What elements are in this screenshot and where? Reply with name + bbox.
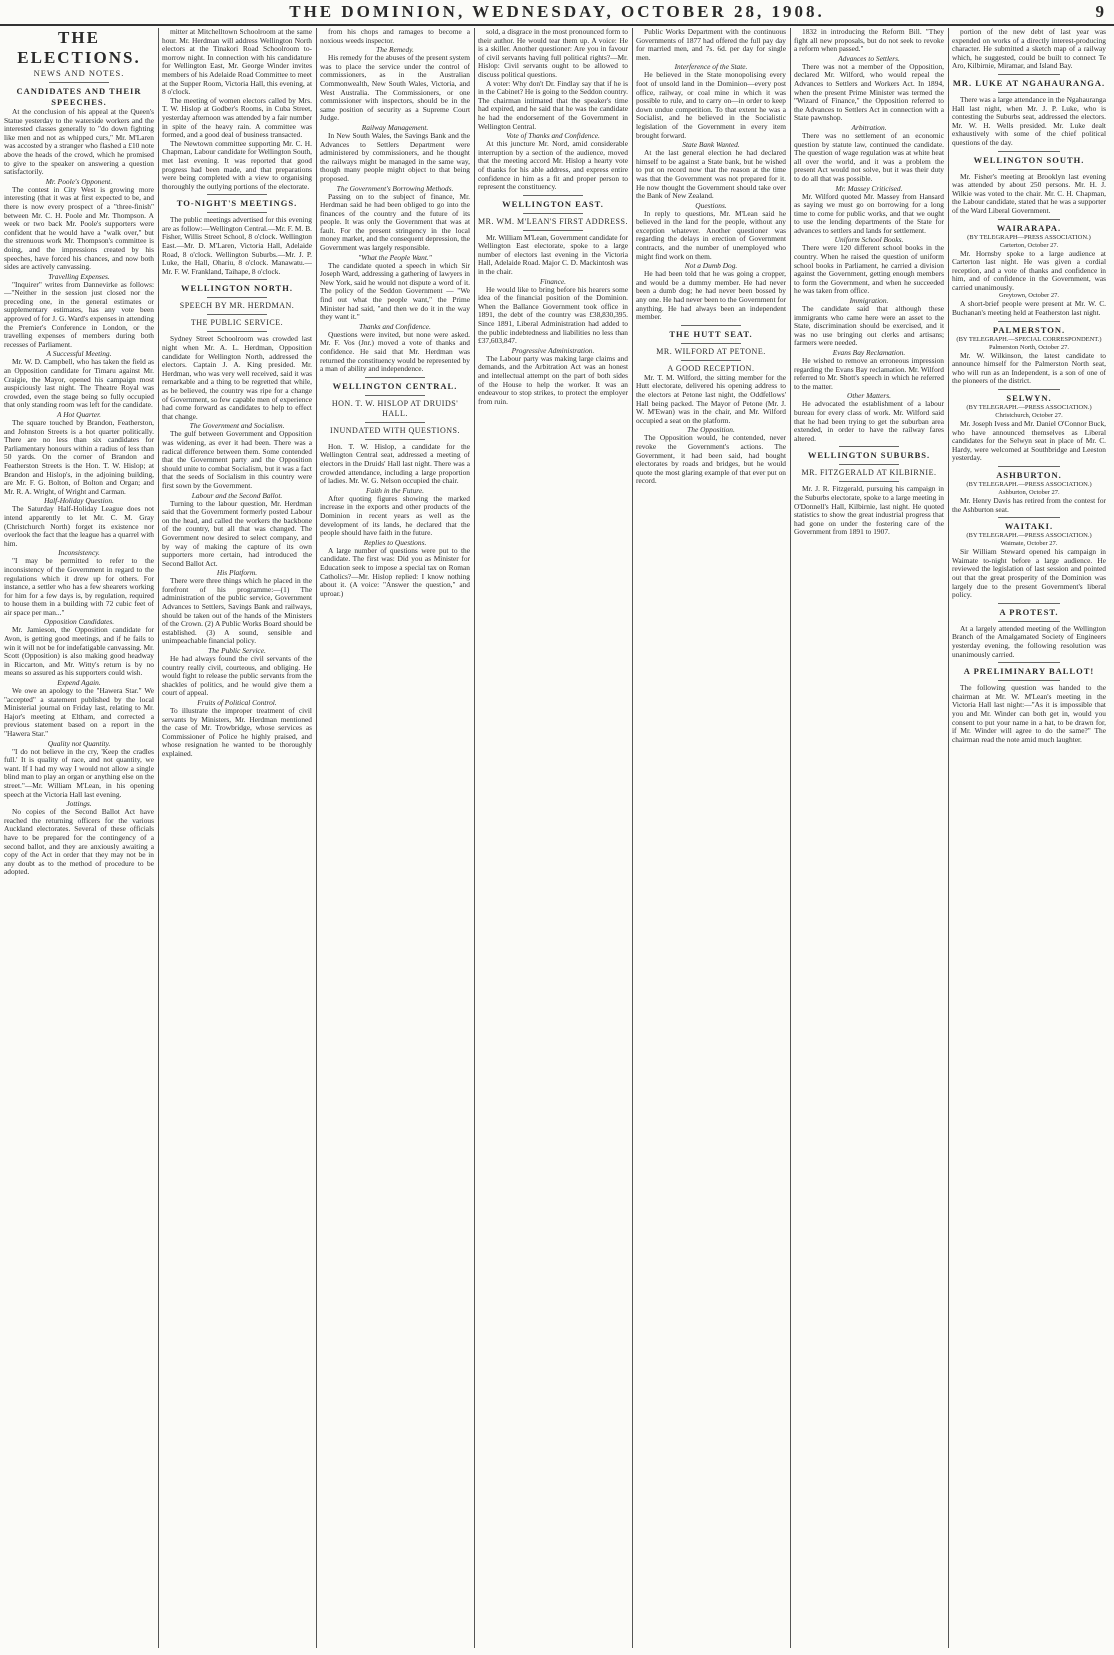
section-heading: A PROTEST. <box>999 606 1059 617</box>
paragraph: mitter at Mitchelltown Schoolroom at the same hour. Mr. Herdman will address Wellington North electors at the Tinakori Road Schoolroom to-morrow night. In connection with his candidature for Wellington East, Mr. George Winder invites members of his Adelaide Road Committee to meet at the Supper Room, Victoria Hall, this evening, at 8 o'clock. <box>162 28 312 97</box>
paragraph: The Opposition would, he contended, never revoke the Government's actions. The Government, it had been said, had bought electorates by roads and bridges, but he would quote the most glaring example of that ever put on record. <box>636 433 786 486</box>
paragraph: After quoting figures showing the marked increase in the exports and other products of the Dominion in recent years as well as the development of its lands, he declared that the people should have faith in the future. <box>320 493 470 538</box>
dateline: Waimate, October 27. <box>1000 540 1058 548</box>
subheading: A Hot Quarter. <box>56 410 101 419</box>
paragraph: A large number of questions were put to the candidate. The first was: Did you as Minister for Education seek to impose a special tax on Roman Catholics?—Mr. Hislop replied: I know nothing about it. (A voice: "Answer the question," and uproar.) <box>320 545 470 598</box>
dateline: (BY TELEGRAPH.—SPECIAL CORRESPONDENT.) <box>956 335 1102 343</box>
section-subheading: THE PUBLIC SERVICE. <box>190 318 284 328</box>
subheading: Other Matters. <box>847 391 891 401</box>
section-heading: WELLINGTON SUBURBS. <box>807 450 931 461</box>
dateline: Palmerston North, October 27. <box>989 343 1069 351</box>
dateline: (BY TELEGRAPH.—PRESS ASSOCIATION.) <box>966 404 1092 412</box>
paragraph: A voter: Why don't Dr. Findlay say that if he is in the Cabinet? He is going to the Seddon country. The chairman intimated that the speaker's time had expired, and he said that he was the candidate he had the endorsement of the Government in Wellington Central. <box>478 78 628 131</box>
paragraph: His remedy for the abuses of the present system was to place the service under the control of commissioners, as in the Australian Commonwealth, New South Wales, Victoria, and West Australia. The Commissioners, or one commissioner with inspectors, should be in the same position of security as a Supreme Court Judge. <box>320 53 470 123</box>
paragraph: He had always found the civil servants of the country really civil, courteous, and obliging. He would fight to release the public servants from the shackles of politics, and he would give them a court of appeal. <box>162 654 312 698</box>
subheading: His Platform. <box>216 568 258 578</box>
paragraph: Mr. Hornsby spoke to a large audience at Carterton last night. He was given a cordial reception, and a vote of thanks and confidence in him, and of confidence in the Government, was carried unanimously. <box>952 248 1106 292</box>
paragraph: Mr. W. Wilkinson, the latest candidate to announce himself for the Palmerston North seat, who will run as an Independent, is a son of one of the pioneers of the district. <box>952 350 1106 386</box>
paragraph: from his chops and ramages to become a noxious weeds inspector. <box>320 28 470 45</box>
section-heading: CANDIDATES AND THEIR SPEECHES. <box>16 86 142 107</box>
subheading: Fruits of Political Control. <box>197 698 277 707</box>
paragraph: The candidate said that although these immigrants who came here were an asset to the State, discrimination should be exercised, and it was no use bringing out clerks and artisans; farmers were needed. <box>794 304 944 348</box>
paragraph: There was a large attendance in the Ngahauranga Hall last night, when Mr. J. P. Luke, who is contesting the Suburbs seat, addressed the electors. Mr. W. H. Wells presided. Mr. Luke dealt exhaustively with some of the chief political questions of the day. <box>952 94 1106 147</box>
section-heading: TO-NIGHT'S MEETINGS. <box>176 198 298 209</box>
paragraph: The Newtown committee supporting Mr. C. H. Chapman, Labour candidate for Wellington South, met last evening. It was reported that good progress had been made, and that preparations were being completed with a view to organising thoroughly the outlying portions of the electorate. <box>162 138 312 191</box>
paragraph: Mr. T. M. Wilford, the sitting member for the Hutt electorate, delivered his opening address to the electors at Petone last night, the Oddfellows' Hall being packed. The Mayor of Petone (Mr. J. W. M'Ewan) was in the chair, and Mr. Wilford occupied a seat on the platform. <box>636 372 786 425</box>
paragraph: Mr. W. D. Campbell, who has taken the field as an Opposition candidate for Timaru against Mr. Craigie, the Mayor, opened his campaign most auspiciously last night. The Theatre Royal was crowded, even the stage being so fully occupied that only standing room was left for the candidate. <box>4 357 154 410</box>
paragraph: 1832 in introducing the Reform Bill. "They fight all new proposals, but do not seek to revoke a reform when passed." <box>794 28 944 54</box>
paragraph: He advocated the establishment of a labour bureau for every class of work. Mr. Wilford said that he had been trying to get the suburban area extended, in order to have the railway fares altered. <box>794 399 944 443</box>
subheading: The Government's Borrowing Methods. <box>336 183 454 193</box>
subheading: Progressive Administration. <box>511 345 595 355</box>
subheading: Vote of Thanks and Confidence. <box>506 131 600 141</box>
subheading: Opposition Candidates. <box>43 617 115 627</box>
paragraph: In reply to questions, Mr. M'Lean said he believed in the land for the people, without any exception whatever. Another questioner was regarding the delays in erection of Government contracts, and the number of unemployed who might find work on them. <box>636 208 786 261</box>
dateline: Carterton, October 27. <box>999 241 1059 249</box>
section-subheading: INUNDATED WITH QUESTIONS. <box>330 425 460 435</box>
paragraph: The contest in City West is growing more interesting (that it was at first expected to be, and there is now every prospect of a "three-finish" between Mr. C. H. Poole and Mr. Thompson. A week or two back Mr. Poole's supporters were confident that he would have a "walk over," but the strenuous work Mr. Thompson's committee is doing, and the impressions created by his speeches, have forced his chances, and now both sides are actively canvassing. <box>4 184 154 272</box>
subheading: Quality not Quantity. <box>47 738 111 748</box>
column-4 <box>478 28 628 1652</box>
subheading: Half-Holiday Question. <box>44 496 114 506</box>
section-heading: WAIRARAPA. <box>996 222 1062 233</box>
subheading: Advances to Settlers. <box>838 53 900 63</box>
paragraph: The candidate quoted a speech in which Sir Joseph Ward, addressing a gathering of lawyers in New York, said he would not dispute a word of it. The policy of the Seddon Government — "We find out what the people want," the Prime Minister had said, "and then we do it in the way they want it." <box>320 260 470 322</box>
paragraph: "Inquirer" writes from Dannevirke as follows:—"Neither in the session just closed nor the preceding one, in the general estimates or supplementary estimates, has any vote been approved of for J. G. Ward's expenses in attending the Premier's Conference in London, or the travelling expenses of members during both recesses of Parliament. <box>4 279 154 349</box>
section-subheading: SPEECH BY MR. HERDMAN. <box>179 301 295 311</box>
section-subheading: MR. WILFORD AT PETONE. <box>656 346 766 356</box>
page-number: 9 <box>1095 2 1104 21</box>
paragraph: Mr. Jamieson, the Opposition candidate for Avon, is getting good meetings, and if he fails to win it will not be for indefatigable canvassing. Mr. Scott (Opposition) is also making good headway in Riccarton, and Mr. Witty's return is by no means so assured as his supporters could wish. <box>4 625 154 678</box>
section-heading: THE HUTT SEAT. <box>669 328 753 339</box>
dateline: Christchurch, October 27. <box>995 412 1063 420</box>
dateline: Ashburton, October 27. <box>998 489 1060 496</box>
subheading: The Opposition. <box>687 425 735 435</box>
subheading: Mr. Poole's Opponent. <box>45 176 113 186</box>
dateline: (BY TELEGRAPH—PRESS ASSOCIATION.) <box>967 233 1091 241</box>
paragraph: At the last general election he had declared himself to be against a State bank, but he wished to put on record now that the reason at the time was that the Government was not prepared for it. He now thought the Government should take over the Bank of New Zealand. <box>636 148 786 201</box>
subheadline: NEWS AND NOTES. <box>33 68 125 78</box>
paragraph: Mr. Fisher's meeting at Brooklyn last evening was attended by about 250 persons. Mr. H. J. Wilkie was voted to the chair. Mr. C. H. Chapman, the Labour candidate, stated that he was a supporter of the Ward Liberal Government. <box>952 171 1106 215</box>
paragraph: He believed in the State monopolising every foot of unsold land in the Dominion—every post office, railway, or coal mine in which it was possible to rule, and to carry on—in order to keep down undue competition. To that extent he was a Socialist, and he believed in the Socialistic legislation of the Government in every item brought forward. <box>636 70 786 140</box>
paragraph: The square touched by Brandon, Featherston, and Johnston Streets is a hot quarter politically. There are no less than six candidates for Parliamentary honours within a radius of less than 50 yards. On the corner of Brandon and Featherston Streets is the Hon. T. W. Hislop; at Brandon and Hislop's, in the adjoining building, are Mr. F. G. Bolton, of Bolton and Organ; and Mr. R. A. Wright, of Wright and Carman. <box>4 418 154 496</box>
paragraph: The public meetings advertised for this evening are as follow:—Wellington Central.—Mr. F. M. B. Fisher, Willis Street School, 8 o'clock. Wellington East.—Mr. D. M'Laren, Victoria Hall, Adelaide Road, 8 o'clock. Wellington Suburbs.—Mr. J. P. Luke, the Hall, Ohariu, 8 o'clock. Manawatu.—Mr. F. W. Frankland, Taihape, 8 o'clock. <box>162 215 312 276</box>
subheading: The Public Service. <box>208 646 266 656</box>
paragraph: A short-brief people were present at Mr. W. C. Buchanan's meeting held at Featherston last night. <box>952 299 1106 318</box>
dateline: (BY TELEGRAPH.—PRESS ASSOCIATION.) <box>966 481 1092 488</box>
column-7 <box>952 28 1106 1652</box>
section-subheading: HON. T. W. HISLOP AT DRUIDS' HALL. <box>331 398 459 418</box>
paragraph: The Labour party was making large claims and demands, and the Arbitration Act was an honest and intellectual attempt on the part of both sides of the House to help the worker. It was an endeavour to stop strikes, to protect the employer from ruin. <box>478 353 628 406</box>
paragraph: There was no settlement of an economic question by statute law, continued the candidate. The question of wage regulation was at white heat all over the world, and it was a problem the present Act would not solve, but it was their duty to do all that was possible. <box>794 130 944 183</box>
dateline: (BY TELEGRAPH.—PRESS ASSOCIATION.) <box>966 532 1092 540</box>
paragraph: Mr. Wilford quoted Mr. Massey from Hansard as saying we must go on borrowing for a long time to come for public works, and that we ought to use the lending departments of the State for advances to settlers and lands for settlement. <box>794 191 944 235</box>
subheading: "What the People Want." <box>358 252 432 262</box>
headline: THE ELECTIONS. <box>17 28 141 67</box>
column-3 <box>320 28 470 1652</box>
subheading: Expend Again. <box>57 678 101 688</box>
section-heading: MR. LUKE AT NGAHAURANGA. <box>952 77 1106 88</box>
paragraph: The meeting of women electors called by Mrs. T. W. Hislop at Godber's Rooms, in Cuba Street, yesterday afternoon was attended by a fair number in spite of the heavy rain. A committee was formed, and a good deal of business transacted. <box>162 95 312 140</box>
subheading: Interference of the State. <box>674 62 748 72</box>
subheading: Not a Dumb Dog. <box>684 261 738 271</box>
paragraph: "I do not believe in the cry, 'Keep the cradles full.' It is quality of race, and not quantity, we want. If I had my way I would not allow a single blind man to play an organ or anything else on the street."—Mr. William M'Lean, in his opening speech at the Victoria Hall last evening. <box>4 746 154 799</box>
paragraph: We owe an apology to the "Hawera Star." We "accepted" a statement published by the local Ministerial journal on Friday last, relating to Mr. Hajor's meeting at Eltham, and corrected a previous statement based on a report in the "Hawera Star." <box>4 686 154 738</box>
paragraph: sold, a disgrace in the most pronounced form to their author. He would tear them up. A voice: He is a skiller. Another questioner: Are you in favour of civil servants having full political rights?—Mr. Hislop: Civil servants ought to be allowed to discuss political questions. <box>478 28 628 79</box>
paragraph: Public Works Department with the continuous Governments of 1877 had offered the full pay day for married men, and 7s. 6d. per day for single men. <box>636 28 786 62</box>
paragraph: Turning to the labour question, Mr. Herdman said that the Government formerly posted Labour on the head, and called the workers the backbone of the country, but all that was changed. The Government now desired to select company, and by way of making the capture of its own supporters more certain, had introduced the Second Ballot Act. <box>162 498 312 568</box>
paragraph: There was not a member of the Opposition, declared Mr. Wilford, who would repeal the Advances to Settlers and Workers Act. In 1894, when the present Prime Minister was termed the "Wizard of Finance," the Opposition referred to the Advances to Settlers Act in connection with a State pawnshop. <box>794 61 944 123</box>
paragraph: He had been told that he was going a cropper, and would be a dummy member. He had never been a dumb dog; he had never been bossed by any one. He had never been to the Government for anything. He had always been an independent member. <box>636 269 786 322</box>
dateline: Greytown, October 27. <box>999 292 1059 300</box>
subheading: State Bank Wanted. <box>682 140 740 150</box>
subheading: Finance. <box>539 276 567 286</box>
paragraph: "I may be permitted to refer to the inconsistency of the Government in regard to the regulations which it drew up for others. For instance, a settler who has a few shearers working for him for a few days is, by regulation, required to house them in a building with 72 cubic feet of air space per man..." <box>4 556 154 617</box>
paragraph: At this juncture Mr. Nord, amid considerable interruption by a section of the audience, moved that the meeting accord Mr. Hislop a hearty vote of thanks for his able address, and express entire confidence in him as a fit and proper person to represent the constituency. <box>478 139 628 192</box>
paragraph: In New South Wales, the Savings Bank and the Advances to Settlers Department were administered by commissioners, and he thought the railways might be managed in the same way, though many people might object to that being proposed. <box>320 130 470 183</box>
paragraph: He would like to bring before his hearers some idea of the financial position of the Dominion. When the Ballance Government took office in 1891, the debt of the country was £38,830,395. Since 1891, Liberal Administration had added to the public indebtedness and liabilities no less than £37,603,847. <box>478 284 628 346</box>
section-subheading: MR. WM. M'LEAN'S FIRST ADDRESS. <box>478 216 628 226</box>
paragraph: Sydney Street Schoolroom was crowded last night when Mr. A. L. Herdman, Opposition candidate for Wellington North, addressed the electors. Captain J. A. King presided. Mr. Herdman, who was very well received, said it was remarkable and a thing to be regretted that while, as he believed, the country was ripe for a change of Government, so few capable men of experience had come forward as candidates to help to effect that change. <box>162 334 312 421</box>
subheading: Replies to Questions. <box>363 537 427 547</box>
subheading: Questions. <box>695 200 727 210</box>
subheading: A Successful Meeting. <box>46 349 112 359</box>
paragraph: He wished to remove an erroneous impression regarding the Evans Bay reclamation. Mr. Wilford referred to Mr. Shott's speech in which he referred to the matter. <box>794 356 944 391</box>
subheading: Thanks and Confidence. <box>359 321 431 331</box>
column-1 <box>4 28 154 1652</box>
paragraph: Mr. J. R. Fitzgerald, pursuing his campaign in the Suburbs electorate, spoke to a large meeting in O'Donnell's Hall, Kilbirnie, last night. He quoted statistics to show the great industrial progress that had gone on under the fostering care of the Government from 1891 to 1907. <box>794 484 944 537</box>
subheading: The Remedy. <box>376 45 414 55</box>
section-heading: ASHBURTON. <box>996 470 1062 480</box>
paragraph: Sir William Steward opened his campaign in Waimate to-night before a large audience. He reviewed the legislation of last session and pointed out that the great prosperity of the Dominion was largely due to the present Government's liberal policy. <box>952 547 1106 600</box>
paragraph: Mr. William M'Lean, Government candidate for Wellington East electorate, spoke to a large number of electors last evening in the Victoria Hall, Adelaide Road. Major C. D. Mackintosh was in the chair. <box>478 232 628 277</box>
subheading: Evans Bay Reclamation. <box>832 348 906 357</box>
subheading: Mr. Massey Criticised. <box>835 183 903 193</box>
paragraph: Hon. T. W. Hislop, a candidate for the Wellington Central seat, addressed a meeting of electors in the Druids' Hall last night. There was a crowded attendance, including a large proportion of ladies. Mr. W. G. Nelson occupied the chair. <box>320 441 470 486</box>
paragraph: There were 120 different school books in the country. When he raised the question of uniform school books in Parliament, he carried a division against the Government, getting enough members to form the Government, and when he succeeded he was taken from office. <box>794 243 944 296</box>
section-subheading: A GOOD RECEPTION. <box>667 363 755 373</box>
section-heading: WELLINGTON EAST. <box>502 198 604 209</box>
section-subheading: MR. FITZGERALD AT KILBIRNIE. <box>801 468 937 478</box>
paragraph: The Saturday Half-Holiday League does not intend apparently to let Mr. C. M. Gray (Christchurch North) forget its existence nor overlook the fact that the league has a quarrel with him. <box>4 504 154 548</box>
section-heading: PALMERSTON. <box>992 324 1066 335</box>
column-5 <box>636 28 786 1652</box>
section-heading: SELWYN. <box>1006 393 1052 404</box>
paragraph: No copies of the Second Ballot Act have reached the returning officers for the various Auckland electorates. Several of these officials have to be prepared for the contingency of a second ballot, and they are anxiously awaiting a copy of the Act in order that they may not be in any doubt as to the method of procedure to be adopted. <box>4 807 154 877</box>
column-6 <box>794 28 944 1652</box>
paragraph: portion of the new debt of last year was expended on works of a directly interest-producing character. He submitted a sketch map of a railway which, he suggested, could be built to connect Te Aro, Kilbirnie, Miramar, and Island Bay. <box>952 28 1106 71</box>
masthead <box>0 0 1114 26</box>
subheading: Uniform School Books. <box>834 235 904 245</box>
subheading: Jottings. <box>66 799 92 809</box>
paragraph: The following question was handed to the chairman at Mr. W. M'Lean's meeting in the Victoria Hall last night:—"As it is impossible that you and Mr. Winder can both get in, would you consent to put your name in a hat, to be drawn for, if Mr. Winder will agree to do the same?" The chairman read the note amid much laughter. <box>952 683 1106 744</box>
paragraph: Passing on to the subject of finance, Mr. Herdman said he had been obliged to go into the finances of the country and the future of its people. It was only the Government that was at fault. For the present stringency in the local money market, and the consequent depression, the Government was largely responsible. <box>320 191 470 253</box>
subheading: The Government and Socialism. <box>189 421 285 431</box>
subheading: Arbitration. <box>851 122 887 132</box>
paragraph: Questions were invited, but none were asked. Mr. F. Vos (Jnr.) moved a vote of thanks and confidence. He said that Mr. Herdman was returned the constituency would be represented by a man of ability and independence. <box>320 329 470 374</box>
paragraph: The gulf between Government and Opposition was widening, as ever it had been. There was a radical difference between them. Some contended that the Government party and the Opposition should unite to combat Socialism, but it was a fact that the seeds of Socialism in this country were first sown by the Government. <box>162 429 312 490</box>
paragraph: There were three things which he placed in the forefront of his programme:—(1) The administration of the public service, Government Advances to Settlers, Savings Bank and railways, should be taken out of the hands of the Ministers of the Crown. (2) A Public Works Board should be established. (3) A sound, sensible and unimpeachable financial policy. <box>162 576 312 646</box>
paragraph: At a largely attended meeting of the Wellington Branch of the Amalgamated Society of Engineers yesterday evening, the following resolution was unanimously carried. <box>952 623 1106 659</box>
column-2 <box>162 28 312 1652</box>
subheading: Railway Management. <box>361 122 429 132</box>
paragraph: Mr. Joseph Ivess and Mr. Daniel O'Connor Buck, who have announced themselves as Liberal candidates for the Selwyn seat in place of Mr. C. Hardy, were welcomed at Southbridge and Leeston yesterday. <box>952 419 1106 463</box>
subheading: Inconsistency. <box>58 548 100 558</box>
masthead-title: THE DOMINION, WEDNESDAY, OCTOBER 28, 1908. <box>289 2 825 21</box>
paragraph: Mr. Henry Davis has retired from the contest for the Ashburton seat. <box>952 496 1106 514</box>
subheading: Travelling Expenses. <box>48 271 110 281</box>
section-heading: WELLINGTON NORTH. <box>181 283 293 294</box>
subheading: Labour and the Second Ballot. <box>191 490 283 500</box>
columns <box>4 28 1110 1652</box>
section-heading: A PRELIMINARY BALLOT! <box>963 666 1095 677</box>
section-heading: WELLINGTON CENTRAL. <box>332 380 458 391</box>
section-heading: WELLINGTON SOUTH. <box>973 154 1085 165</box>
section-heading: WAITAKI. <box>1004 521 1054 532</box>
paragraph: At the conclusion of his appeal at the Queen's Statue yesterday to the waterside workers and the interested classes generally to "do down fighting like men and not as whipped curs," Mr. M'Laren was accosted by a stranger who flashed a £10 note above the heads of the crowd, which he promised to give to the speaker on answering a question satisfactorily. <box>4 107 154 177</box>
paragraph: To illustrate the improper treatment of civil servants by Ministers, Mr. Herdman mentioned the case of Mr. Trowbridge, whose services as Commissioner of Police he highly praised, and whose resignation he wanted to be thoroughly explained. <box>162 706 312 758</box>
subheading: Immigration. <box>849 296 889 306</box>
subheading: Faith in the Future. <box>365 485 425 495</box>
